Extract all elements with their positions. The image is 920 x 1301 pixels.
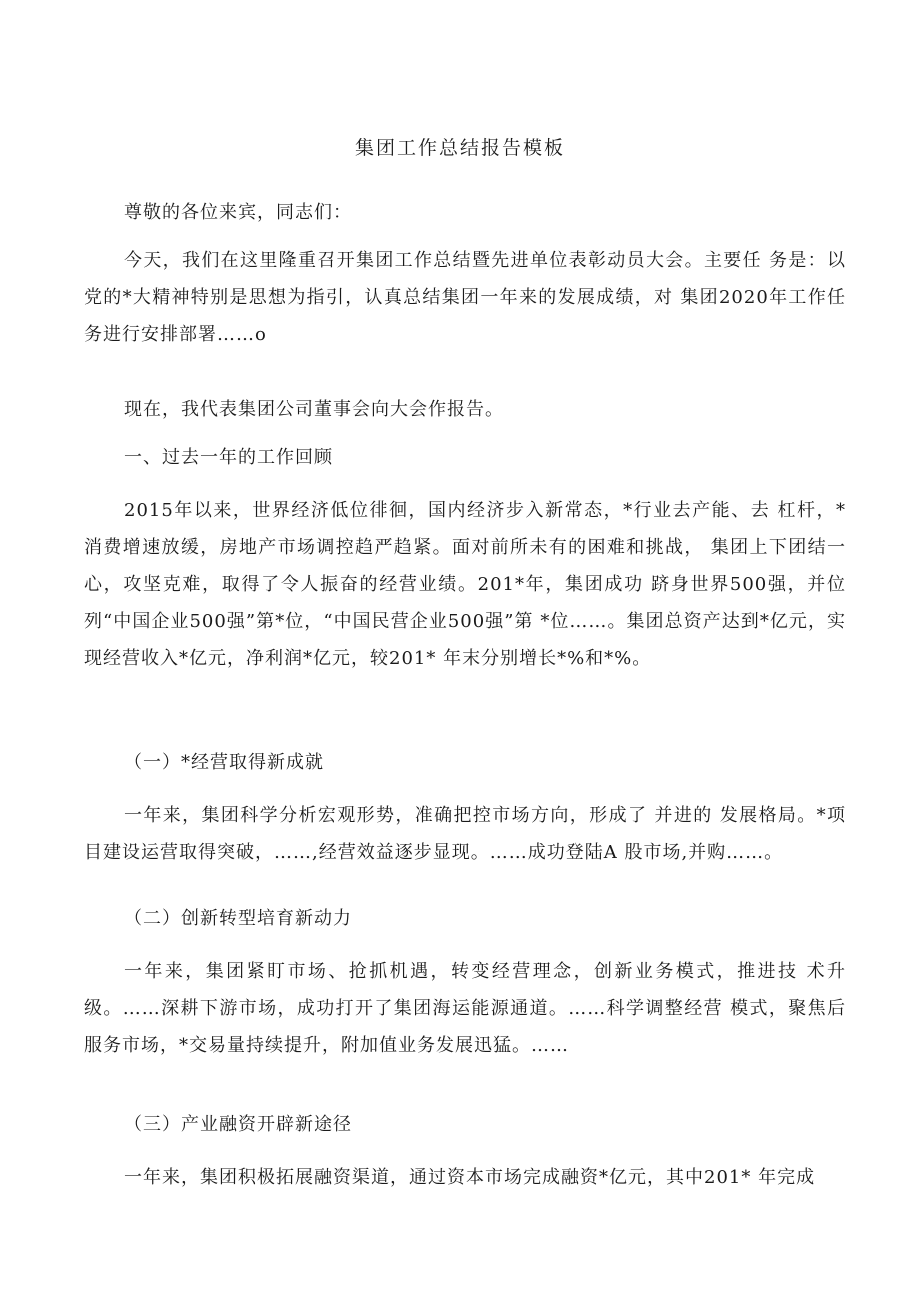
section-1-heading: 一、过去一年的工作回顾 — [124, 447, 333, 468]
intro-paragraph: 今天，我们在这里隆重召开集团工作总结暨先进单位表彰动员大会。主要任 务是：以党的*大精神特别是思想为指引，认真总结集团一年来的发展成绩，对 集团2020年工作任务进行安排部署……o — [84, 250, 846, 345]
subsection-1-paragraph: 一年来，集团科学分析宏观形势，准确把控市场方向，形成了 并进的 发展格局。*项目建设运营取得突破，……,经营效益逐步显现。……成功登陆A 股市场,并购……。 — [84, 805, 846, 863]
document-title: 集团工作总结报告模板 — [354, 137, 565, 159]
subsection-3-heading: （三）产业融资开辟新途径 — [124, 1114, 352, 1135]
section-1-paragraph: 2015年以来，世界经济低位徘徊，国内经济步入新常态，*行业去产能、去 杠杆，*消费增速放缓，房地产市场调控趋严趋紧。面对前所未有的困难和挑战， 集团上下团结一心，攻坚克难，取得了令人振奋的经营业绩。201*年，集团成功 跻身世界500强，并位列“中国企业500强”第*位，“中国民营企业500强”第 *位……。集团总资产达到*亿元，实现经营收入*亿元，净利润*亿元，较201* 年末分别增长*%和*%。 — [84, 500, 846, 669]
subsection-3-paragraph: 一年来，集团积极拓展融资渠道，通过资本市场完成融资*亿元，其中201* 年完成 — [124, 1167, 816, 1188]
subsection-2-paragraph: 一年来，集团紧盯市场、抢抓机遇，转变经营理念，创新业务模式，推进技 术升级。……深耕下游市场，成功打开了集团海运能源通道。……科学调整经营 模式，聚焦后服务市场，*交易量持续提升，附加值业务发展迅猛。…… — [84, 961, 846, 1056]
subsection-1-heading: （一）*经营取得新成就 — [124, 752, 324, 773]
report-line: 现在，我代表集团公司董事会向大会作报告。 — [124, 399, 504, 420]
subsection-2-heading: （二）创新转型培育新动力 — [124, 908, 352, 929]
salutation: 尊敬的各位来宾，同志们： — [124, 202, 352, 223]
